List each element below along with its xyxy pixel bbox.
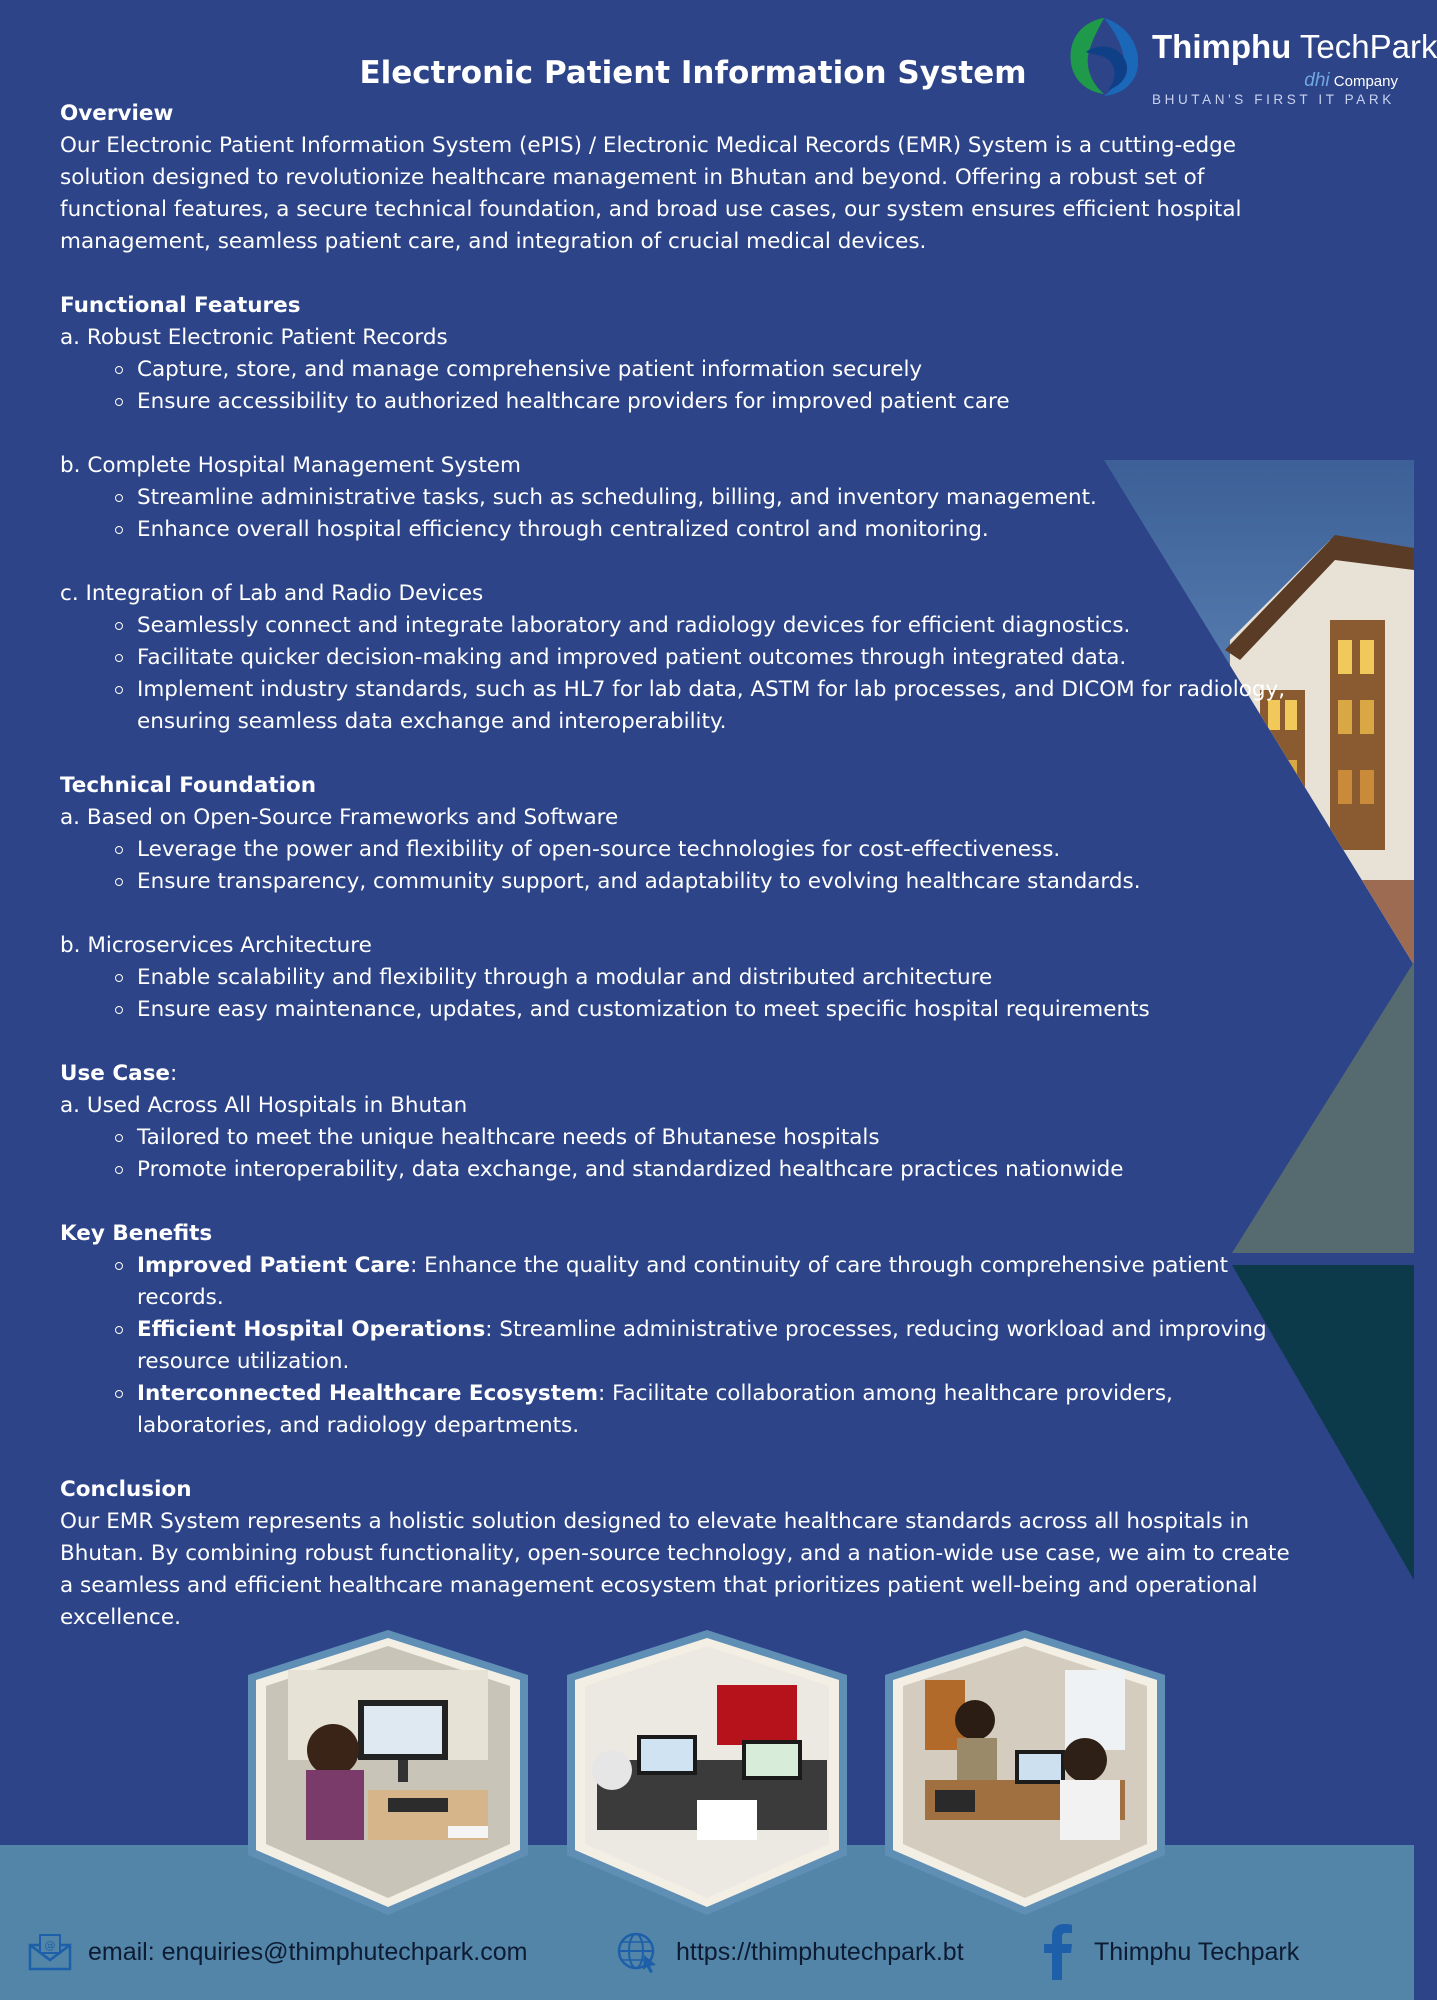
list-item: Seamlessly connect and integrate laboratory and radiology devices for efficient diagnostics. xyxy=(77,610,1290,642)
conclusion-text: Our EMR System represents a holistic solution designed to elevate healthcare standards across all hospitals in Bhutan. By combining robust functionality, open-source technology, and a nation-wide use case, we aim to create a seamless and efficient healthcare management ecosystem that prioritizes patient well-being and operational excellence. xyxy=(60,1509,1290,1630)
conclusion-heading: Conclusion xyxy=(60,1477,192,1502)
contact-email[interactable] xyxy=(28,1932,527,1972)
logo-name: Thimphu TechPark xyxy=(1152,28,1437,65)
photo-staff-at-computer xyxy=(248,1630,528,1915)
photo-laptop-demo xyxy=(567,1630,847,1915)
photo-team-meeting xyxy=(885,1630,1165,1915)
list-item: Facilitate quicker decision-making and improved patient outcomes through integrated data. xyxy=(77,642,1290,674)
email-icon xyxy=(28,1933,72,1971)
list-item: Ensure easy maintenance, updates, and customization to meet specific hospital requirements xyxy=(77,994,1290,1026)
technical-b-title: b. Microservices Architecture xyxy=(60,933,372,958)
overview-text: Our Electronic Patient Information System (ePIS) / Electronic Medical Records (EMR) System is a cutting-edge solution designed to revolutionize healthcare management in Bhutan and beyond. Offering a robust set of functional features, a secure technical foundation, and broad use cases, our system ensures efficient hospital management, seamless patient care, and integration of crucial medical devices. xyxy=(60,133,1242,254)
benefits-list xyxy=(60,1250,1290,1442)
facebook-text: Thimphu Techpark xyxy=(1094,1937,1300,1966)
logo-sub-brand: dhi Company xyxy=(1304,70,1398,91)
photo-strip xyxy=(0,1630,1414,1920)
technical-a-title: a. Based on Open-Source Frameworks and Software xyxy=(60,805,619,830)
functional-c-title: c. Integration of Lab and Radio Devices xyxy=(60,581,484,606)
list-item xyxy=(77,1378,1290,1442)
list-item: Capture, store, and manage comprehensive patient information securely xyxy=(77,354,1290,386)
benefit-label: Improved Patient Care xyxy=(137,1253,411,1278)
list-item xyxy=(77,1314,1290,1378)
list-item: Streamline administrative tasks, such as scheduling, billing, and inventory management. xyxy=(77,482,1290,514)
page-title: Electronic Patient Information System xyxy=(359,55,1027,91)
usecase-a-list xyxy=(60,1122,1290,1186)
list-item: Enable scalability and flexibility through a modular and distributed architecture xyxy=(77,962,1290,994)
functional-a-list xyxy=(60,354,1290,418)
usecase-heading: Use Case xyxy=(60,1061,170,1086)
usecase-heading-line xyxy=(60,1058,1290,1090)
list-item: Promote interoperability, data exchange, and standardized healthcare practices nationwide xyxy=(77,1154,1290,1186)
benefit-text: : Facilitate collaboration among healthcare providers, laboratories, and radiology departments. xyxy=(137,1381,1173,1438)
list-item: Enhance overall hospital efficiency through centralized control and monitoring. xyxy=(77,514,1290,546)
list-item: Implement industry standards, such as HL7 for lab data, ASTM for lab processes, and DICOM for radiology, ensuring seamless data exchange and interoperability. xyxy=(77,674,1290,738)
globe-icon xyxy=(616,1931,660,1973)
svg-text:@: @ xyxy=(44,1939,56,1952)
facebook-icon xyxy=(1044,1924,1074,1980)
technical-b-list xyxy=(60,962,1290,1026)
list-item xyxy=(77,1250,1290,1314)
functional-b-list xyxy=(60,482,1290,546)
list-item: Ensure accessibility to authorized healthcare providers for improved patient care xyxy=(77,386,1290,418)
contact-website[interactable] xyxy=(616,1932,964,1972)
usecase-colon: : xyxy=(170,1061,178,1086)
functional-a-title: a. Robust Electronic Patient Records xyxy=(60,325,448,350)
benefit-text: : Enhance the quality and continuity of care through comprehensive patient records. xyxy=(137,1253,1229,1310)
functional-b-title: b. Complete Hospital Management System xyxy=(60,453,521,478)
logo-tagline: BHUTAN'S FIRST IT PARK xyxy=(1152,92,1395,107)
benefit-text: : Streamline administrative processes, reducing workload and improving resource utilization. xyxy=(137,1317,1267,1374)
list-item: Tailored to meet the unique healthcare needs of Bhutanese hospitals xyxy=(77,1122,1290,1154)
technical-a-list xyxy=(60,834,1290,898)
list-item: Ensure transparency, community support, and adaptability to evolving healthcare standards. xyxy=(77,866,1290,898)
functional-c-list xyxy=(60,610,1290,738)
website-link: https://thimphutechpark.bt xyxy=(676,1937,964,1966)
benefits-heading: Key Benefits xyxy=(60,1221,213,1246)
contact-facebook[interactable] xyxy=(1044,1932,1299,1972)
email-text: email: enquiries@thimphutechpark.com xyxy=(88,1937,528,1966)
functional-heading: Functional Features xyxy=(60,293,301,318)
technical-heading: Technical Foundation xyxy=(60,773,317,798)
overview-heading: Overview xyxy=(60,101,174,126)
benefit-label: Interconnected Healthcare Ecosystem xyxy=(137,1381,598,1406)
list-item: Leverage the power and flexibility of open-source technologies for cost-effectiveness. xyxy=(77,834,1290,866)
usecase-a-title: a. Used Across All Hospitals in Bhutan xyxy=(60,1093,468,1118)
benefit-label: Efficient Hospital Operations xyxy=(137,1317,486,1342)
main-content xyxy=(60,98,1290,1634)
